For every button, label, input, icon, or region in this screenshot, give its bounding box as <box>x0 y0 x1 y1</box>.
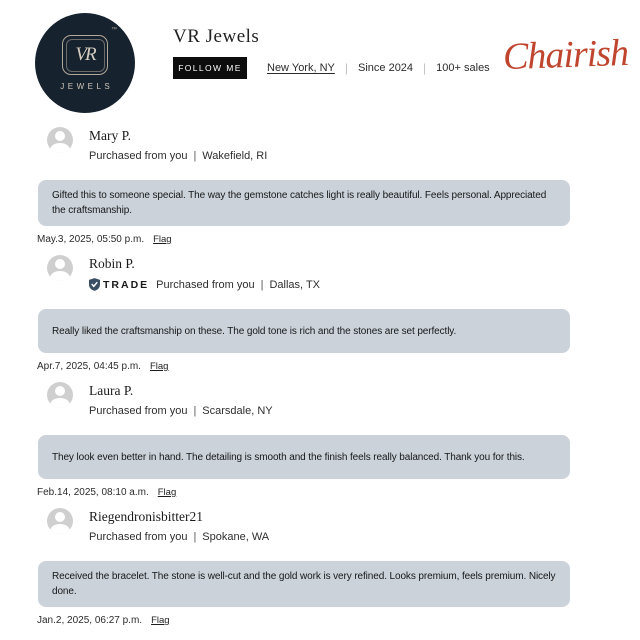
trade-badge <box>89 278 149 291</box>
reviewer-location: Scarsdale, NY <box>202 405 273 417</box>
meta-divider: | <box>344 61 348 75</box>
shop-since: Since 2024 <box>358 62 414 74</box>
reviewer-name: Robin P. <box>89 256 135 271</box>
logo-monogram: VR <box>75 44 95 65</box>
subline-divider: | <box>260 278 264 291</box>
review-text-box <box>38 435 570 479</box>
reviewer-location: Wakefield, RI <box>202 150 268 162</box>
review-item <box>0 255 640 372</box>
reviews-list <box>0 127 640 626</box>
flag-link[interactable]: Flag <box>153 234 172 245</box>
reviewer-location: Spokane, WA <box>202 531 270 543</box>
review-subline <box>89 531 269 543</box>
follow-button[interactable]: FOLLOW ME <box>173 57 247 79</box>
shop-sales-count: 100+ sales <box>436 62 490 74</box>
flag-link[interactable]: Flag <box>149 361 169 372</box>
review-date: May.3, 2025, 05:50 p.m. <box>37 234 145 245</box>
trademark-symbol: ™ <box>111 27 117 33</box>
subline-divider: | <box>193 531 197 543</box>
reviewer-avatar <box>47 508 73 534</box>
purchase-label: Purchased from you <box>89 405 188 417</box>
meta-divider: | <box>423 61 427 75</box>
logo-wordmark: JEWELS <box>60 82 114 91</box>
reviewer-avatar <box>47 127 73 153</box>
trade-label: TRADE <box>103 278 150 291</box>
review-item <box>0 127 640 245</box>
review-item <box>0 508 640 626</box>
flag-link[interactable]: Flag <box>157 487 177 498</box>
logo-frame-icon <box>62 35 108 75</box>
reviewer-location: Dallas, TX <box>269 278 321 291</box>
review-text: Really liked the craftsmanship on these. The gold tone is rich and the stones are set perfectly. <box>52 325 457 337</box>
seller-header <box>0 0 640 113</box>
review-text-box <box>38 309 570 353</box>
purchase-label: Purchased from you <box>89 150 188 162</box>
shop-title: VR Jewels <box>173 26 260 47</box>
review-text-box <box>38 561 570 607</box>
review-item <box>0 382 640 498</box>
seller-logo <box>35 13 135 113</box>
review-date: Apr.7, 2025, 04:45 p.m. <box>37 361 141 372</box>
flag-link[interactable]: Flag <box>151 615 170 626</box>
reviewer-avatar <box>47 255 73 281</box>
purchase-label: Purchased from you <box>156 278 255 291</box>
subline-divider: | <box>193 150 197 162</box>
reviewer-avatar <box>47 382 73 408</box>
reviewer-name: Riegendronisbitter21 <box>89 509 203 524</box>
review-date: Feb.14, 2025, 08:10 a.m. <box>37 487 149 498</box>
review-text: Received the bracelet. The stone is well-cut and the gold work is very refined. Looks premium, feels premium. Nicely done. <box>52 571 556 597</box>
subline-divider: | <box>193 405 197 417</box>
shield-check-icon <box>89 278 100 291</box>
review-text: Gifted this to someone special. The way the gemstone catches light is really beautiful. Feels personal. Appreciated the craftsmanship. <box>52 190 547 216</box>
shop-meta <box>267 61 490 75</box>
reviewer-name: Mary P. <box>89 128 132 143</box>
review-subline <box>89 278 320 291</box>
shop-location-link[interactable]: New York, NY <box>267 62 335 74</box>
reviewer-name: Laura P. <box>89 383 134 398</box>
purchase-label: Purchased from you <box>89 531 188 543</box>
review-subline <box>89 150 267 162</box>
chairish-logo[interactable]: Chairish <box>502 31 629 79</box>
review-date: Jan.2, 2025, 06:27 p.m. <box>37 615 143 626</box>
review-text-box <box>38 180 570 226</box>
review-subline <box>89 405 273 417</box>
review-text: They look even better in hand. The detailing is smooth and the finish feels really balanced. Thank you for this. <box>52 451 525 463</box>
